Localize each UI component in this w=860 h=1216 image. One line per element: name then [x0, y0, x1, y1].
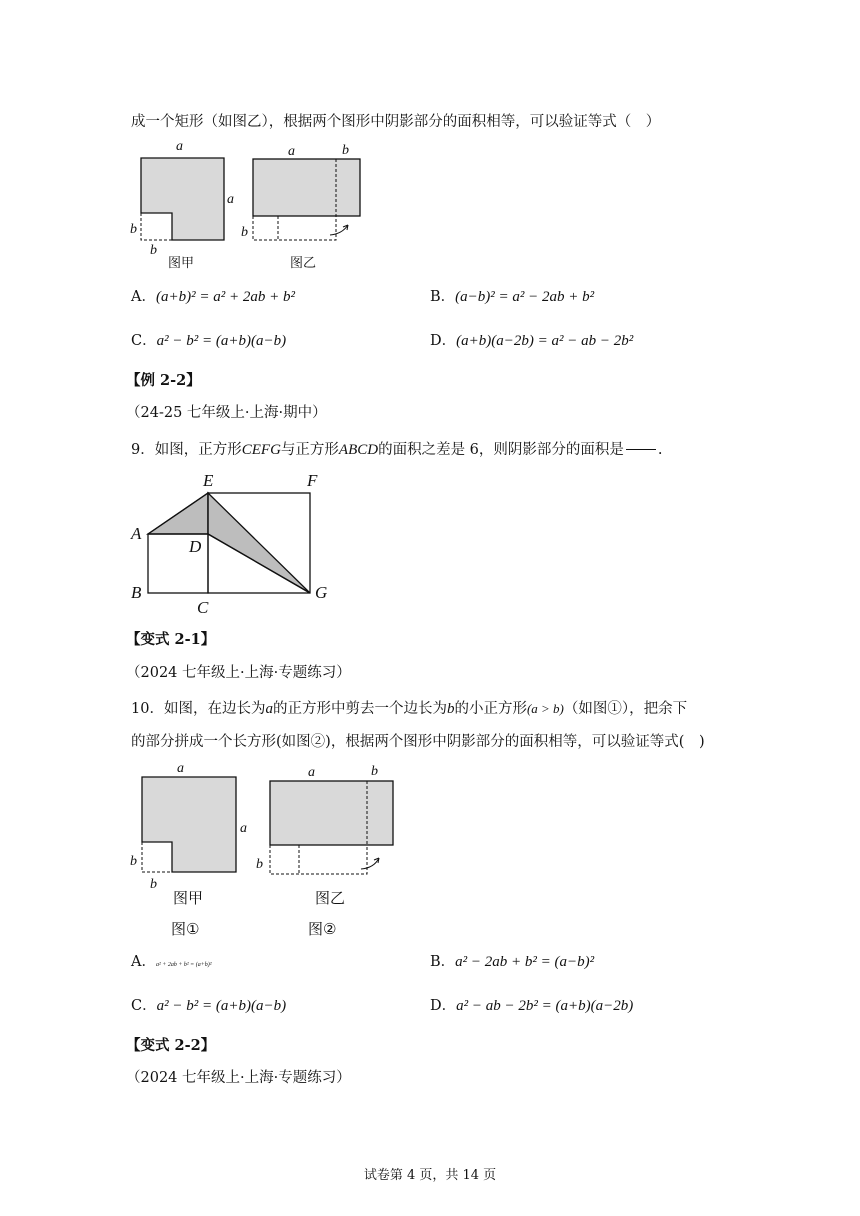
q8-option-b[interactable] [430, 287, 594, 307]
q10-label-b-left: b [130, 854, 137, 869]
q10-label-b-left2: b [256, 857, 263, 872]
q10-option-c[interactable] [131, 996, 286, 1016]
q8-option-c[interactable] [131, 331, 286, 351]
q8-figure [120, 135, 380, 275]
option-formula: (a+b)(a−2b) = a² − ab − 2b² [456, 333, 634, 349]
q9-figure [125, 466, 345, 616]
example-2-2-source: （24-25 七年级上·上海·期中） [126, 405, 327, 421]
q10-label-a-right: a [240, 821, 247, 836]
q10-label-b-bottom: b [150, 877, 157, 892]
answer-blank[interactable] [626, 449, 656, 450]
option-label: C． [131, 333, 157, 349]
option-formula: a² + 2ab + b² = (a+b)² [155, 962, 212, 968]
variant-2-1-heading: 【变式 2-1】 [126, 631, 216, 648]
option-formula: a² − ab − 2b² = (a+b)(a−2b) [456, 998, 634, 1014]
q10-option-b[interactable] [430, 952, 594, 972]
q8-option-d[interactable] [430, 331, 633, 351]
q10-sub-left: 图① [171, 920, 200, 938]
option-label: A． [131, 289, 156, 305]
q10-stem-line1: 10．如图，在边长为a的正方形中剪去一个边长为b的小正方形(a > b)（如图①），把余下 [131, 701, 688, 717]
q8-label-b-left: b [130, 222, 137, 237]
q10-option-d[interactable] [430, 996, 633, 1016]
variant-2-2-source: （2024 七年级上·上海·专题练习） [126, 1070, 351, 1086]
q8-label-b-left2: b [241, 225, 248, 240]
q10-caption-left: 图甲 [173, 889, 204, 907]
variant-2-2-heading: 【变式 2-2】 [126, 1037, 216, 1054]
option-label: A． [131, 954, 156, 970]
q9-label-B: B [131, 583, 142, 602]
option-label: D． [430, 998, 457, 1014]
q10-stem-line2: 的部分拼成一个长方形(如图②)，根据两个图形中阴影部分的面积相等，可以验证等式( ) [131, 734, 705, 750]
q10-figure [125, 758, 415, 943]
example-2-2-heading: 【例 2-2】 [126, 372, 201, 389]
option-label: D． [430, 333, 457, 349]
q8-stem: 成一个矩形（如图乙），根据两个图形中阴影部分的面积相等，可以验证等式（ ） [131, 114, 661, 130]
q9-label-E: E [203, 471, 214, 490]
q9-label-F: F [307, 471, 318, 490]
option-label: C． [131, 998, 157, 1014]
q9-label-A: A [131, 524, 142, 543]
q10-option-a[interactable] [131, 952, 212, 975]
option-formula: a² − b² = (a+b)(a−b) [156, 333, 287, 349]
option-formula: a² − b² = (a+b)(a−b) [156, 998, 287, 1014]
variant-2-1-source: （2024 七年级上·上海·专题练习） [126, 665, 351, 681]
option-label: B． [430, 954, 456, 970]
q8-label-a-top2: a [288, 144, 295, 159]
q8-label-b-bottom: b [150, 243, 157, 258]
option-label: B． [430, 289, 456, 305]
q10-label-a-top: a [177, 761, 184, 776]
q9-stem: 9．如图，正方形CEFG与正方形ABCD的面积之差是 6，则阴影部分的面积是 . [131, 442, 663, 458]
option-formula: a² − 2ab + b² = (a−b)² [455, 954, 595, 970]
q10-label-a-top2: a [308, 765, 315, 780]
q9-label-D: D [189, 537, 202, 556]
q8-caption-left: 图甲 [168, 256, 195, 271]
q8-label-a-top: a [176, 139, 183, 154]
q9-label-C: C [197, 598, 209, 617]
q8-label-a-right: a [227, 192, 234, 207]
q10-sub-right: 图② [308, 920, 337, 938]
q9-label-G: G [315, 583, 328, 602]
q10-caption-right: 图乙 [315, 889, 346, 907]
q8-label-b-top2: b [342, 143, 349, 158]
page-footer: 试卷第 4 页，共 14 页 [363, 1168, 497, 1183]
q8-option-a[interactable] [131, 287, 295, 307]
option-formula: (a−b)² = a² − 2ab + b² [455, 289, 595, 305]
option-formula: (a+b)² = a² + 2ab + b² [155, 289, 295, 305]
q8-caption-right: 图乙 [290, 256, 317, 271]
q10-label-b-top2: b [371, 764, 378, 779]
